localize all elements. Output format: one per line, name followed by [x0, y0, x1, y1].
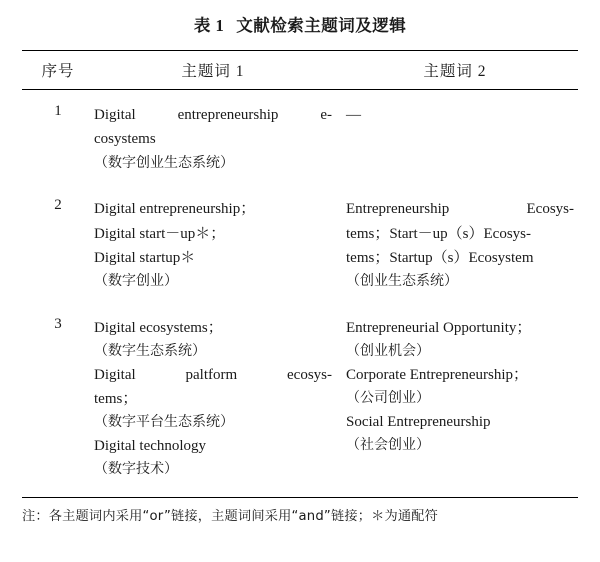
row-seq: 3	[54, 315, 62, 332]
column-header-keyword-2: 主题词 2	[423, 63, 487, 80]
row-keyword-1	[94, 90, 346, 184]
table-row	[22, 303, 578, 491]
header-row	[22, 51, 578, 89]
kw-line: Entrepreneurial Opportunity；	[346, 319, 532, 336]
kw-line-cn: （创业生态系统）	[346, 273, 458, 290]
kw-line: —	[346, 107, 361, 123]
kw-line: Digital start－up＊；	[94, 225, 226, 242]
row-keyword-1	[94, 184, 346, 303]
table-number: 表 1	[193, 16, 225, 35]
row-keyword-1	[94, 303, 346, 491]
keyword-table	[22, 51, 578, 89]
kw-line: tems；Startup（s）Ecosystem	[346, 249, 534, 266]
kw-line: Digital entrepreneurship；	[94, 201, 256, 218]
kw-line: cosystems	[94, 131, 156, 148]
kw-line: Digital entrepreneurship e-	[94, 107, 332, 123]
keyword-table-body	[22, 90, 578, 491]
kw-line-cn: （数字创业）	[94, 273, 178, 290]
row-seq: 2	[54, 197, 62, 214]
kw-line: tems；	[94, 391, 138, 408]
kw-line-cn: （数字平台生态系统）	[94, 414, 234, 431]
table-row	[22, 184, 578, 303]
column-header-keyword-1: 主题词 1	[181, 63, 245, 80]
table-note: 注：各主题词内采用“or”链接，主题词间采用“and”链接；＊为通配符	[22, 509, 439, 525]
kw-line: Digital paltform ecosys-	[94, 366, 332, 383]
kw-line: tems；Start－up（s）Ecosys-	[346, 225, 531, 242]
kw-line-cn: （社会创业）	[346, 437, 430, 454]
kw-line: Entrepreneurship Ecosys-	[346, 201, 574, 218]
row-keyword-2	[346, 303, 578, 491]
row-seq: 1	[54, 103, 62, 119]
kw-line-cn: （数字技术）	[94, 461, 178, 478]
kw-line-cn: （数字生态系统）	[94, 343, 206, 360]
table-head	[22, 51, 578, 89]
table-body	[22, 90, 578, 491]
column-header-seq: 序号	[41, 63, 75, 80]
table-row	[22, 90, 578, 184]
row-keyword-2	[346, 90, 578, 184]
kw-line: Social Entrepreneurship	[346, 413, 491, 430]
kw-line-cn: （创业机会）	[346, 343, 430, 360]
kw-line: Digital startup＊	[94, 249, 196, 266]
table-caption: 文献检索主题词及逻辑	[236, 16, 407, 35]
kw-line-cn: （公司创业）	[346, 390, 430, 407]
kw-line: Digital technology	[94, 438, 207, 455]
table-title	[22, 0, 578, 50]
kw-line-cn: （数字创业生态系统）	[94, 154, 234, 171]
row-keyword-2	[346, 184, 578, 303]
kw-line: Digital ecosystems；	[94, 319, 223, 336]
kw-line: Corporate Entrepreneurship；	[346, 366, 529, 383]
